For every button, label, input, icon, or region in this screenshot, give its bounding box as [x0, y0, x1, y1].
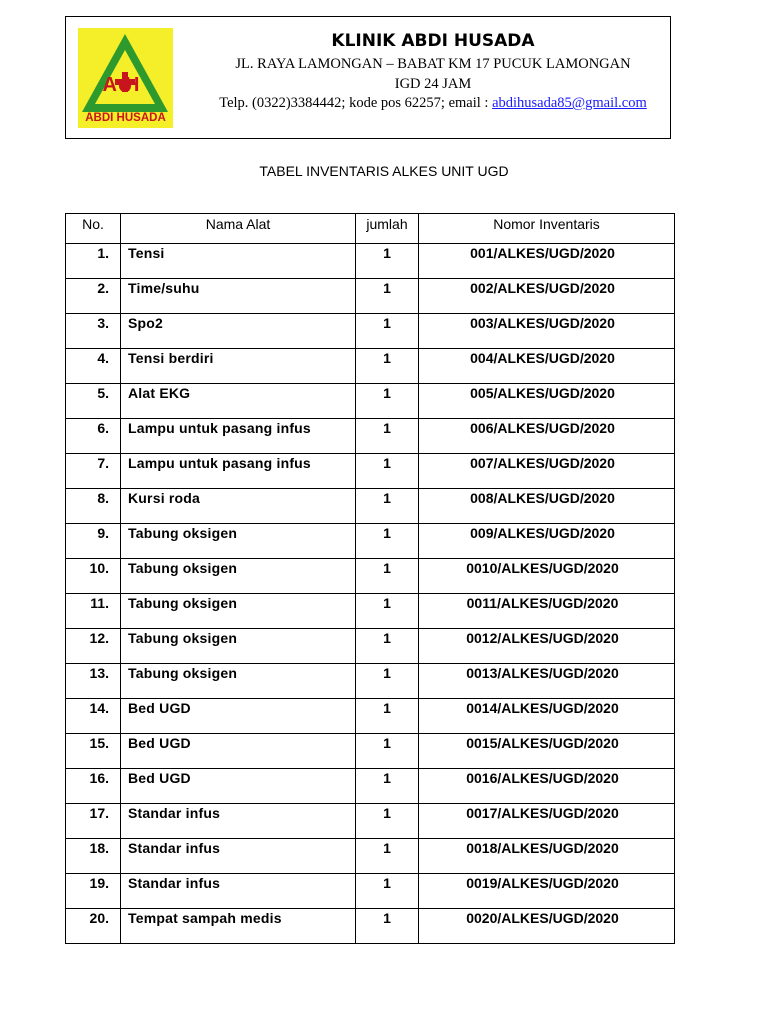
cell-nama-alat: Spo2: [121, 314, 356, 349]
table-row: [66, 874, 675, 909]
cell-nama-alat: Standar infus: [121, 804, 356, 839]
column-header-jumlah: jumlah: [356, 214, 419, 244]
document-title: TABEL INVENTARIS ALKES UNIT UGD: [259, 163, 509, 179]
cell-no: 16.: [66, 769, 121, 804]
address-line-1: JL. RAYA LAMONGAN – BABAT KM 17 PUCUK LAMONGAN: [235, 56, 631, 72]
table-row: [66, 244, 675, 279]
inventory-table: [65, 213, 675, 944]
cell-nomor-inventaris: 006/ALKES/UGD/2020: [419, 419, 675, 454]
cell-no: 1.: [66, 244, 121, 279]
cell-no: 2.: [66, 279, 121, 314]
table-row: [66, 804, 675, 839]
table-row: [66, 629, 675, 664]
cell-jumlah: 1: [356, 279, 419, 314]
cell-jumlah: 1: [356, 664, 419, 699]
table-row: [66, 384, 675, 419]
clinic-name: KLINIK ABDI HUSADA: [331, 31, 535, 51]
cell-nama-alat: Bed UGD: [121, 699, 356, 734]
table-row: [66, 769, 675, 804]
cell-nomor-inventaris: 0014/ALKES/UGD/2020: [419, 699, 675, 734]
cell-no: 17.: [66, 804, 121, 839]
cell-nama-alat: Standar infus: [121, 839, 356, 874]
cell-nomor-inventaris: 009/ALKES/UGD/2020: [419, 524, 675, 559]
table-row: [66, 594, 675, 629]
cell-nomor-inventaris: 0020/ALKES/UGD/2020: [419, 909, 675, 944]
cell-no: 11.: [66, 594, 121, 629]
table-row: [66, 314, 675, 349]
cell-no: 5.: [66, 384, 121, 419]
cell-nomor-inventaris: 0018/ALKES/UGD/2020: [419, 839, 675, 874]
table-row: [66, 734, 675, 769]
cell-nama-alat: Tensi berdiri: [121, 349, 356, 384]
cell-no: 19.: [66, 874, 121, 909]
cell-no: 4.: [66, 349, 121, 384]
cell-nama-alat: Tensi: [121, 244, 356, 279]
address-line-2: IGD 24 JAM: [394, 76, 472, 92]
table-row: [66, 664, 675, 699]
cell-jumlah: 1: [356, 909, 419, 944]
cell-nomor-inventaris: 0010/ALKES/UGD/2020: [419, 559, 675, 594]
email-link[interactable]: abdihusada85@gmail.com: [492, 95, 647, 111]
cell-jumlah: 1: [356, 419, 419, 454]
cell-nama-alat: Standar infus: [121, 874, 356, 909]
cell-nomor-inventaris: 0011/ALKES/UGD/2020: [419, 594, 675, 629]
cell-nama-alat: Tabung oksigen: [121, 524, 356, 559]
table-row: [66, 524, 675, 559]
cell-no: 12.: [66, 629, 121, 664]
cell-jumlah: 1: [356, 839, 419, 874]
cell-nomor-inventaris: 002/ALKES/UGD/2020: [419, 279, 675, 314]
column-header-no: No.: [66, 214, 121, 244]
cell-no: 15.: [66, 734, 121, 769]
table-row: [66, 349, 675, 384]
clinic-logo: [78, 28, 173, 128]
cell-jumlah: 1: [356, 874, 419, 909]
table-row: [66, 489, 675, 524]
logo-letters: AH: [102, 74, 148, 96]
table-row: [66, 279, 675, 314]
cell-nomor-inventaris: 0019/ALKES/UGD/2020: [419, 874, 675, 909]
cell-jumlah: 1: [356, 454, 419, 489]
cell-nama-alat: Lampu untuk pasang infus: [121, 419, 356, 454]
cell-nomor-inventaris: 0015/ALKES/UGD/2020: [419, 734, 675, 769]
cell-nomor-inventaris: 0013/ALKES/UGD/2020: [419, 664, 675, 699]
cell-no: 14.: [66, 699, 121, 734]
cell-jumlah: 1: [356, 629, 419, 664]
cell-nama-alat: Alat EKG: [121, 384, 356, 419]
cell-nomor-inventaris: 003/ALKES/UGD/2020: [419, 314, 675, 349]
cell-jumlah: 1: [356, 769, 419, 804]
letterhead: [65, 16, 671, 139]
cell-nomor-inventaris: 001/ALKES/UGD/2020: [419, 244, 675, 279]
cell-no: 18.: [66, 839, 121, 874]
cell-nama-alat: Time/suhu: [121, 279, 356, 314]
contact-prefix: Telp. (0322)3384442; kode pos 62257; email :: [219, 95, 493, 111]
column-header-nama-alat: Nama Alat: [121, 214, 356, 244]
cell-jumlah: 1: [356, 489, 419, 524]
cell-jumlah: 1: [356, 384, 419, 419]
cell-jumlah: 1: [356, 524, 419, 559]
cell-jumlah: 1: [356, 804, 419, 839]
table-body: [66, 244, 675, 944]
cell-nomor-inventaris: 0016/ALKES/UGD/2020: [419, 769, 675, 804]
table-row: [66, 909, 675, 944]
cell-nomor-inventaris: 0017/ALKES/UGD/2020: [419, 804, 675, 839]
cell-nama-alat: Tabung oksigen: [121, 594, 356, 629]
cell-nomor-inventaris: 005/ALKES/UGD/2020: [419, 384, 675, 419]
cell-nama-alat: Tabung oksigen: [121, 629, 356, 664]
cell-nama-alat: Tabung oksigen: [121, 664, 356, 699]
table-row: [66, 699, 675, 734]
cell-nama-alat: Lampu untuk pasang infus: [121, 454, 356, 489]
cell-no: 10.: [66, 559, 121, 594]
table-row: [66, 419, 675, 454]
cell-jumlah: 1: [356, 559, 419, 594]
cell-nomor-inventaris: 008/ALKES/UGD/2020: [419, 489, 675, 524]
cell-nomor-inventaris: 007/ALKES/UGD/2020: [419, 454, 675, 489]
cell-no: 7.: [66, 454, 121, 489]
cell-jumlah: 1: [356, 349, 419, 384]
cell-nama-alat: Bed UGD: [121, 734, 356, 769]
cell-no: 8.: [66, 489, 121, 524]
cell-nama-alat: Tabung oksigen: [121, 559, 356, 594]
contact-line: [196, 95, 670, 112]
cell-jumlah: 1: [356, 314, 419, 349]
cell-nomor-inventaris: 004/ALKES/UGD/2020: [419, 349, 675, 384]
cell-nama-alat: Bed UGD: [121, 769, 356, 804]
cell-no: 9.: [66, 524, 121, 559]
table-header-row: [66, 214, 675, 244]
cell-no: 20.: [66, 909, 121, 944]
cell-no: 6.: [66, 419, 121, 454]
logo-text: ABDI HUSADA: [85, 112, 166, 124]
cell-nama-alat: Kursi roda: [121, 489, 356, 524]
cell-nomor-inventaris: 0012/ALKES/UGD/2020: [419, 629, 675, 664]
cell-jumlah: 1: [356, 699, 419, 734]
cell-jumlah: 1: [356, 594, 419, 629]
cell-jumlah: 1: [356, 734, 419, 769]
cell-nama-alat: Tempat sampah medis: [121, 909, 356, 944]
cell-no: 3.: [66, 314, 121, 349]
cell-jumlah: 1: [356, 244, 419, 279]
cell-no: 13.: [66, 664, 121, 699]
table-row: [66, 559, 675, 594]
column-header-nomor-inventaris: Nomor Inventaris: [419, 214, 675, 244]
table-row: [66, 454, 675, 489]
table-row: [66, 839, 675, 874]
